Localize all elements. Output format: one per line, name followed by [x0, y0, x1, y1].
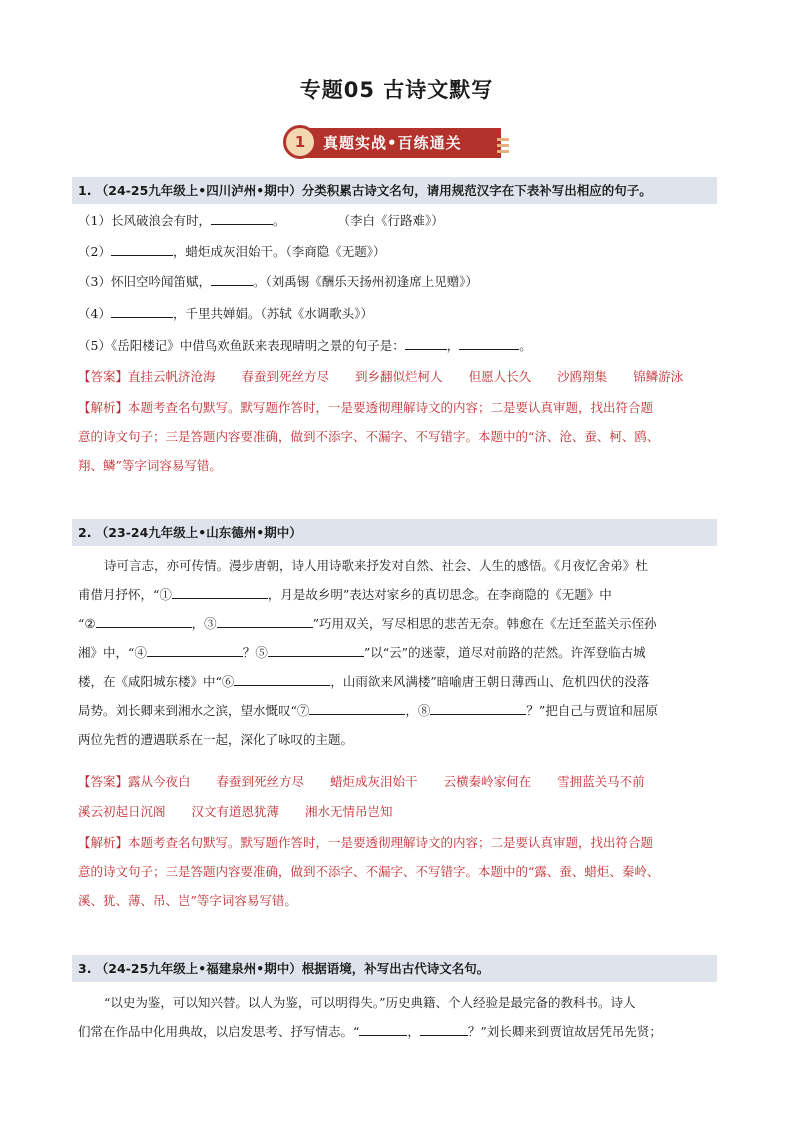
q1-s5-blank-1[interactable] — [405, 336, 447, 350]
banner-deco-stripe — [497, 150, 509, 153]
q3-passage-line-1: “以史为鉴，可以知兴替。以人为鉴，可以明得失。”历史典籍、个人经验是最完备的教科书。诗人 — [104, 995, 636, 1010]
section-banner — [283, 125, 513, 161]
q1-analysis-line-3: 翔、鳞”等字词容易写错。 — [78, 458, 222, 473]
q2-answer-item: 汉文有道恩犹薄 — [191, 804, 280, 819]
q1-s1-source: （李白《行路难》） — [337, 213, 444, 228]
q2-text: “② — [78, 616, 96, 631]
q2-passage-line-2 — [78, 580, 718, 609]
q1-s2-blank[interactable] — [111, 242, 173, 256]
q2-passage-line-1: 诗可言志，亦可传情。漫步唐朝，诗人用诗歌来抒发对自然、社会、人生的感悟。《月夜忆舍弟》杜 — [104, 558, 648, 573]
q1-s1-blank[interactable] — [211, 211, 273, 225]
answer-tag: 【答案】 — [78, 774, 129, 789]
q1-answer-item: 到乡翻似烂柯人 — [355, 369, 443, 384]
q1-s3-blank[interactable] — [211, 272, 253, 286]
q2-blank-1[interactable] — [172, 585, 268, 599]
q2-blank-4[interactable] — [147, 643, 243, 657]
q2-text: ？⑤ — [242, 645, 268, 660]
q2-answer-item: 蜡炬成灰泪始干 — [330, 774, 418, 789]
q2-answer-item: 春蚕到死丝方尽 — [216, 774, 305, 789]
q1-s5-blank-2[interactable] — [459, 336, 519, 350]
q2-blank-7[interactable] — [309, 701, 405, 715]
q2-answer-item: 云横秦岭家何在 — [443, 774, 532, 789]
q2-passage-line-6 — [78, 696, 718, 725]
page-title: 专题05 古诗文默写 — [299, 78, 494, 102]
q2-text: ？”把自己与贾谊和屈原 — [526, 703, 658, 718]
analysis-tag: 【解析】 — [78, 835, 129, 850]
q1-answer-item: 锦鳞游泳 — [633, 369, 684, 384]
q2-text: ”巧用双关，写尽相思的悲苦无奈。韩愈在《左迁至蓝关示侄孙 — [312, 616, 657, 631]
q1-s3-text-b: 。（刘禹锡《酬乐天扬州初逢席上见赠》） — [252, 274, 478, 289]
q2-text: ，山雨欲来风满楼”暗喻唐王朝日薄西山、危机四伏的没落 — [330, 674, 650, 689]
q1-analysis-line-1: 本题考查名句默写。默写题作答时，一是要透彻理解诗文的内容；二是要认真审题，找出符合题 — [128, 400, 654, 415]
q1-sentence-2 — [78, 242, 385, 262]
q2-answer-item: 露从今夜白 — [128, 774, 191, 789]
q2-answer-item: 湘水无情吊岂知 — [305, 804, 393, 819]
q3-text: ， — [407, 1024, 420, 1039]
q1-s5-text-b: ， — [446, 338, 460, 353]
q2-text: ，⑧ — [405, 703, 431, 718]
q2-blank-6[interactable] — [234, 672, 330, 686]
q1-answer-row — [78, 367, 709, 387]
q2-blank-2[interactable] — [96, 614, 192, 628]
q1-s4-blank[interactable] — [111, 304, 173, 318]
q3-text: 们常在作品中化用典故，以启发思考、抒写情志。“ — [78, 1024, 360, 1039]
q1-sentence-3 — [78, 272, 478, 292]
q2-text: 楼，在《咸阳城东楼》中“⑥ — [78, 674, 235, 689]
banner-number-badge: 1 — [283, 125, 317, 159]
q1-sentence-5 — [78, 336, 532, 356]
q1-analysis-line-2: 意的诗文句子；三是答题内容要准确，做到不添字、不漏字、不写错字。本题中的“济、沧、蚕、柯、鸥、 — [78, 429, 660, 444]
q1-s1-text-a: （1）长风破浪会有时， — [78, 213, 211, 228]
q1-s3-text-a: （3）怀旧空吟闻笛赋， — [78, 274, 211, 289]
q1-s4-text-a: （4） — [78, 306, 111, 321]
q1-s2-text-b: ，蜡炬成灰泪始干。（李商隐《无题》） — [172, 244, 386, 259]
q2-analysis-line-1: 本题考查名句默写。默写题作答时，一是要透彻理解诗文的内容；二是要认真审题，找出符合题 — [128, 835, 654, 850]
q3-blank-1[interactable] — [359, 1022, 407, 1036]
q1-answer-item: 春蚕到死丝方尽 — [241, 369, 330, 384]
answer-tag: 【答案】 — [78, 369, 129, 384]
q1-s5-text-c: 。 — [519, 338, 532, 353]
q1-answer-item: 直挂云帆济沧海 — [128, 369, 216, 384]
q2-answer-row-1 — [78, 772, 671, 792]
banner-deco-stripe — [497, 138, 509, 141]
q2-text: 湘》中，“④ — [78, 645, 147, 660]
q2-passage-line-4 — [78, 638, 718, 667]
q2-analysis — [78, 828, 718, 915]
q2-passage-line-5 — [78, 667, 718, 696]
q2-passage-line-3 — [78, 609, 718, 638]
q3-blank-2[interactable] — [420, 1022, 468, 1036]
q2-text: ”以“云”的迷蒙，道尽对前路的茫然。许浑登临古城 — [363, 645, 646, 660]
q2-answer-row-2 — [78, 802, 419, 822]
question-2-header: 2. （23-24九年级上•山东德州•期中） — [72, 519, 717, 546]
q1-answer-item: 沙鸥翔集 — [557, 369, 608, 384]
question-3-header: 3. （24-25九年级上•福建泉州•期中）根据语境，补写出古代诗文名句。 — [72, 955, 717, 982]
q2-text: 局势。刘长卿来到湘水之滨，望水慨叹“⑦ — [78, 703, 310, 718]
q1-sentence-4 — [78, 304, 373, 324]
q2-text: ，月是故乡明”表达对家乡的真切思念。在李商隐的《无题》中 — [267, 587, 612, 602]
banner-deco-stripe — [497, 144, 509, 147]
q1-sentence-1 — [78, 211, 444, 231]
q2-text: ，③ — [191, 616, 217, 631]
question-1-header: 1. （24-25九年级上•四川泸州•期中）分类积累古诗文名句，请用规范汉字在下表补写出相应的句子。 — [72, 177, 717, 204]
q1-analysis — [78, 393, 718, 480]
q1-answer-item: 但愿人长久 — [468, 369, 532, 384]
q2-answer-item: 雪拥蓝关马不前 — [557, 774, 645, 789]
q3-text: ？”刘长卿来到贾谊故居凭吊先贤； — [467, 1024, 662, 1039]
q3-passage — [78, 988, 718, 1046]
analysis-tag: 【解析】 — [78, 400, 129, 415]
banner-text: 真题实战•百练通关 — [323, 134, 462, 152]
q1-s2-text-a: （2） — [78, 244, 111, 259]
q2-analysis-line-3: 溪、犹、薄、吊、岂”等字词容易写错。 — [78, 893, 297, 908]
q1-s1-text-b: 。 — [272, 213, 286, 228]
q2-answer-item: 溪云初起日沉阁 — [78, 804, 166, 819]
q1-s5-text-a: （5）《岳阳楼记》中借鸟欢鱼跃来表现晴明之景的句子是： — [78, 338, 405, 353]
q2-passage-line-7: 两位先哲的遭遇联系在一起，深化了咏叹的主题。 — [78, 732, 354, 747]
q2-analysis-line-2: 意的诗文句子；三是答题内容要准确，做到不添字、不漏字、不写错字。本题中的“露、蚕、蜡炬、秦岭、 — [78, 864, 660, 879]
q2-blank-5[interactable] — [268, 643, 364, 657]
q2-passage — [78, 551, 718, 754]
q1-s4-text-b: ，千里共婵娟。（苏轼《水调歌头》） — [172, 306, 373, 321]
q3-passage-line-2 — [78, 1017, 718, 1046]
q2-blank-8[interactable] — [430, 701, 526, 715]
q2-blank-3[interactable] — [217, 614, 313, 628]
q2-text: 甫借月抒怀，“① — [78, 587, 172, 602]
